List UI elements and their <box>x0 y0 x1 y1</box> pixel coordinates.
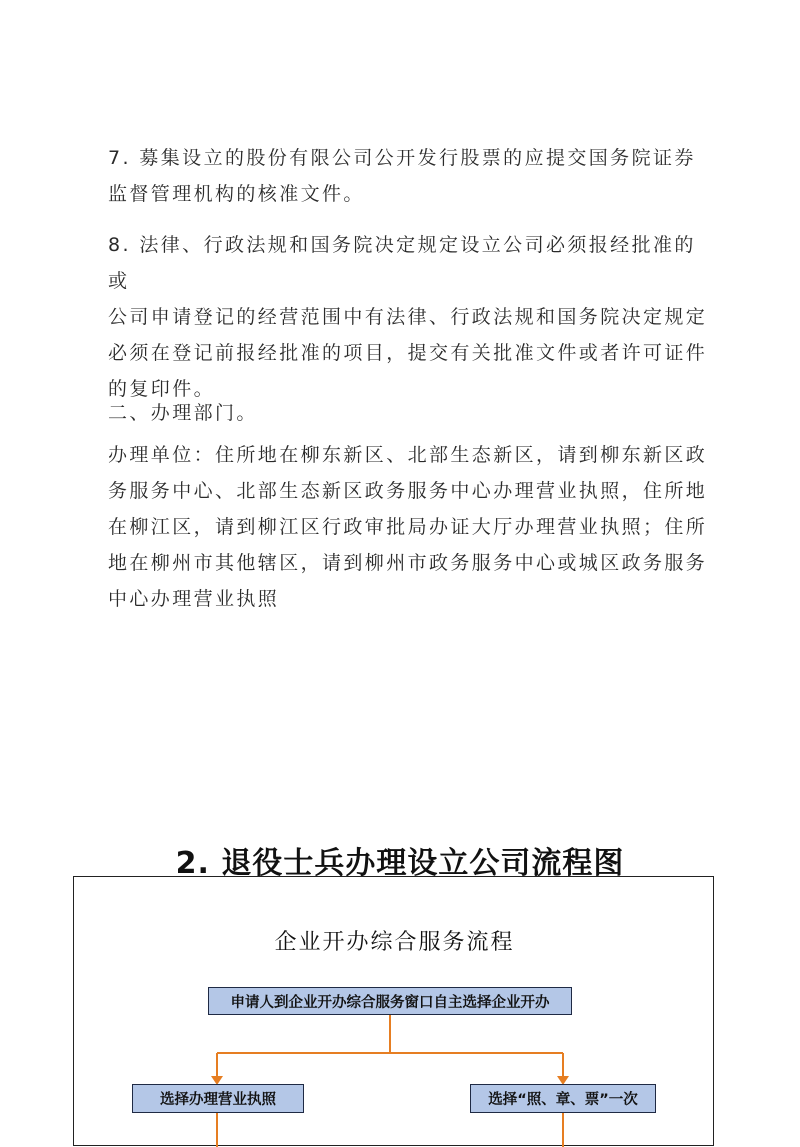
subsection-heading <box>108 395 708 431</box>
text-line: 在柳江区，请到柳江区行政审批局办证大厅办理营业执照；住所 <box>108 516 708 538</box>
text-line: 中心办理营业执照 <box>108 588 280 610</box>
text-line: 办理单位：住所地在柳东新区、北部生态新区，请到柳东新区政 <box>108 444 708 466</box>
text-line: 监督管理机构的核准文件。 <box>108 183 365 205</box>
office-paragraph <box>108 437 708 617</box>
text-line: 地在柳州市其他辖区，请到柳州市政务服务中心或城区政务服务 <box>108 552 708 574</box>
text-line: 的复印件。 <box>108 378 216 400</box>
text-line: 必须在登记前报经批准的项目，提交有关批准文件或者许可证件 <box>108 342 708 364</box>
flow-step-start: 申请人到企业开办综合服务窗口自主选择企业开办 <box>208 987 572 1015</box>
flow-step-license: 选择办理营业执照 <box>132 1084 304 1113</box>
section-title: 2. 退役士兵办理设立公司流程图 <box>175 846 625 881</box>
text-line: 8. 法律、行政法规和国务院决定规定设立公司必须报经批准的或 <box>108 234 696 292</box>
text-line: 7. 募集设立的股份有限公司公开发行股票的应提交国务院证券 <box>108 147 696 169</box>
paragraph-item-7 <box>108 140 708 212</box>
flowchart-frame <box>73 876 714 1146</box>
text-line: 二、办理部门。 <box>108 402 258 424</box>
flowchart-title: 企业开办综合服务流程 <box>274 930 515 955</box>
text-line: 公司申请登记的经营范围中有法律、行政法规和国务院决定规定 <box>108 306 708 328</box>
paragraph-item-8 <box>108 227 708 407</box>
text-line: 务服务中心、北部生态新区政务服务中心办理营业执照，住所地 <box>108 480 708 502</box>
flow-step-one-stop: 选择“照、章、票”一次 <box>470 1084 656 1113</box>
